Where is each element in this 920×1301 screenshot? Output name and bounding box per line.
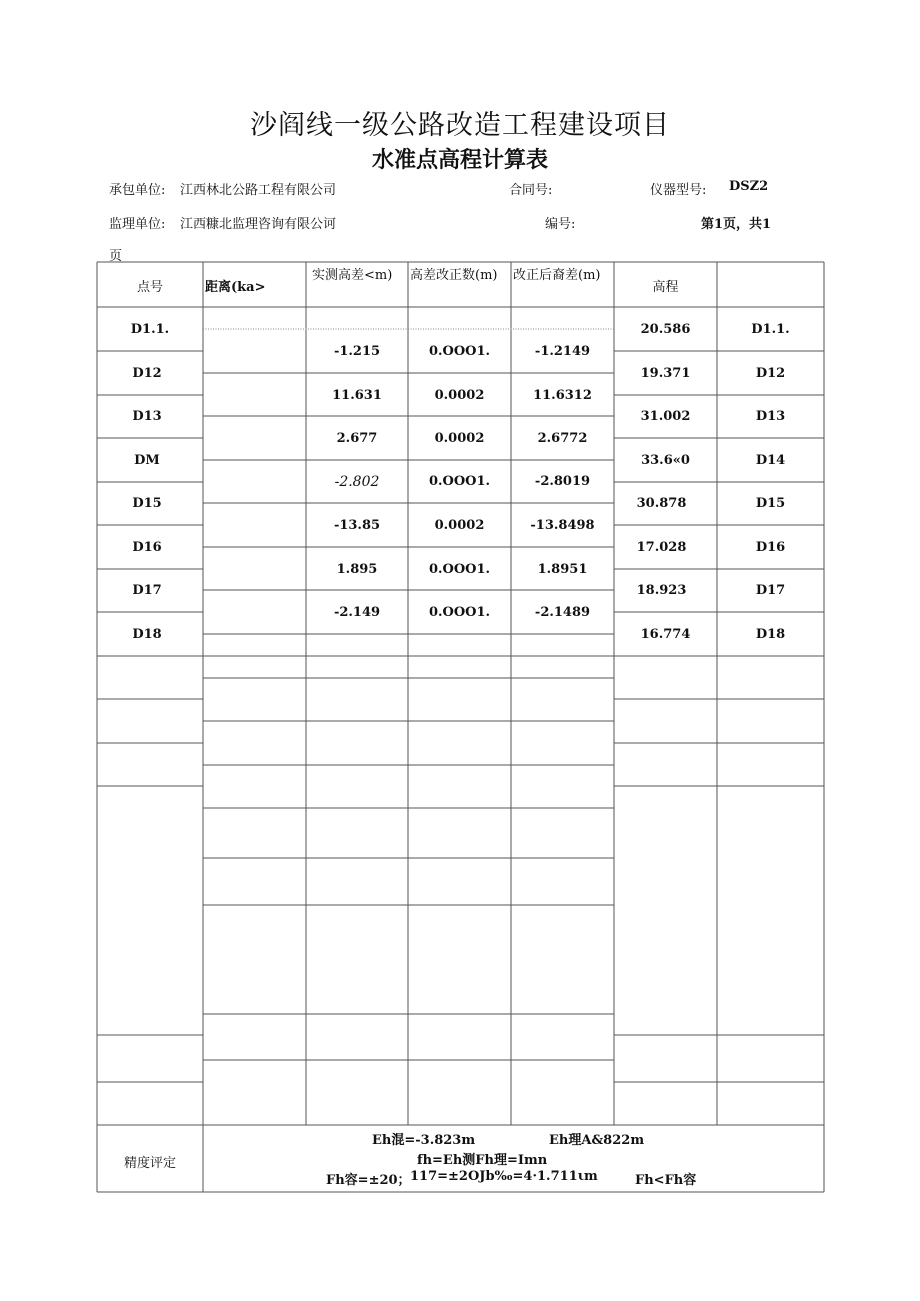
header-distance: 距离(ka> (205, 280, 266, 295)
point-label: D15 (755, 496, 786, 511)
point-label: D17 (755, 583, 786, 598)
header-corrected: 改正后裔差(m) (513, 268, 601, 283)
correction: 0.OOO1. (428, 562, 491, 577)
point-label: D14 (755, 453, 786, 468)
corrected-diff: 1.8951 (537, 562, 588, 577)
corrected-diff: -1.2149 (534, 344, 591, 359)
precision-tolerance-label: Fh容=±20； (326, 1173, 411, 1188)
page-number: 第1页，共1 (701, 217, 772, 232)
measured-diff: -1.215 (333, 344, 381, 359)
precision-sum-measured: Eh混=-3.823m (372, 1133, 476, 1148)
point-name: DM (134, 453, 160, 468)
contractor-value: 江西林北公路工程有限公司 (180, 183, 337, 198)
serial-label: 编号: (545, 217, 576, 232)
page-number-tail: 页 (109, 249, 123, 264)
point-name: D16 (132, 540, 162, 555)
point-label: D13 (755, 409, 786, 424)
instrument-label: 仪器型号: (650, 183, 707, 198)
point-name: D15 (132, 496, 162, 511)
point-label: D1.1. (751, 322, 790, 337)
point-name: D13 (132, 409, 162, 424)
correction: 0.OOO1. (428, 344, 491, 359)
point-label: D16 (755, 540, 786, 555)
correction: 0.0002 (434, 431, 485, 446)
precision-label: 精度评定 (123, 1156, 176, 1171)
point-elevation: 33.6«0 (641, 453, 690, 468)
corrected-diff: 11.6312 (533, 388, 592, 403)
corrected-diff: -2.8019 (534, 474, 591, 489)
correction: 0.0002 (434, 518, 485, 533)
point-elevation: 30.878 (636, 496, 687, 511)
header-point: 点号 (136, 280, 163, 295)
supervisor-label: 监理单位: (109, 217, 166, 232)
measured-diff: 1.895 (336, 562, 378, 577)
measured-diff: 2.677 (336, 431, 378, 446)
header-elevation: 高程 (652, 280, 679, 295)
point-elevation: 17.028 (636, 540, 687, 555)
precision-closure: fh=Eh测Fh理=Imn (417, 1153, 548, 1168)
corrected-diff: -13.8498 (530, 518, 595, 533)
point-elevation: 20.586 (640, 322, 691, 337)
measured-diff: -2.149 (333, 605, 381, 620)
supervisor-value: 江西糠北监理咨询有限公诃 (180, 217, 337, 232)
instrument-value: DSZ2 (729, 179, 769, 194)
precision-tolerance-formula: 117=±2OJb‰=4·1.711ιm (410, 1169, 598, 1184)
correction: 0.OOO1. (428, 605, 491, 620)
corrected-diff: -2.1489 (534, 605, 591, 620)
precision-sum-theory: Eh理A&822m (549, 1133, 645, 1148)
header-measured: 实测高差<m) (312, 268, 393, 283)
measured-diff: -13.85 (333, 518, 381, 533)
correction: 0.0002 (434, 388, 485, 403)
contractor-label: 承包单位: (109, 183, 166, 198)
header-correction: 高差改正数(m) (410, 268, 498, 283)
measured-diff: -2.802 (334, 474, 380, 490)
precision-conclusion: Fh<Fh容 (635, 1173, 697, 1188)
point-elevation: 31.002 (640, 409, 691, 424)
point-name: D17 (132, 583, 162, 598)
correction: 0.OOO1. (428, 474, 491, 489)
point-elevation: 16.774 (640, 627, 691, 642)
contract-no-label: 合同号: (509, 183, 553, 198)
point-label: D18 (755, 627, 786, 642)
project-title: 沙阎线一级公路改造工程建设项目 (250, 110, 670, 141)
point-name: D1.1. (130, 322, 170, 337)
corrected-diff: 2.6772 (537, 431, 588, 446)
table-title: 水准点高程计算表 (371, 148, 548, 173)
point-label: D12 (755, 366, 786, 381)
point-elevation: 18.923 (636, 583, 687, 598)
point-elevation: 19.371 (640, 366, 691, 381)
point-name: D18 (132, 627, 162, 642)
measured-diff: 11.631 (332, 388, 382, 403)
point-name: D12 (132, 366, 162, 381)
